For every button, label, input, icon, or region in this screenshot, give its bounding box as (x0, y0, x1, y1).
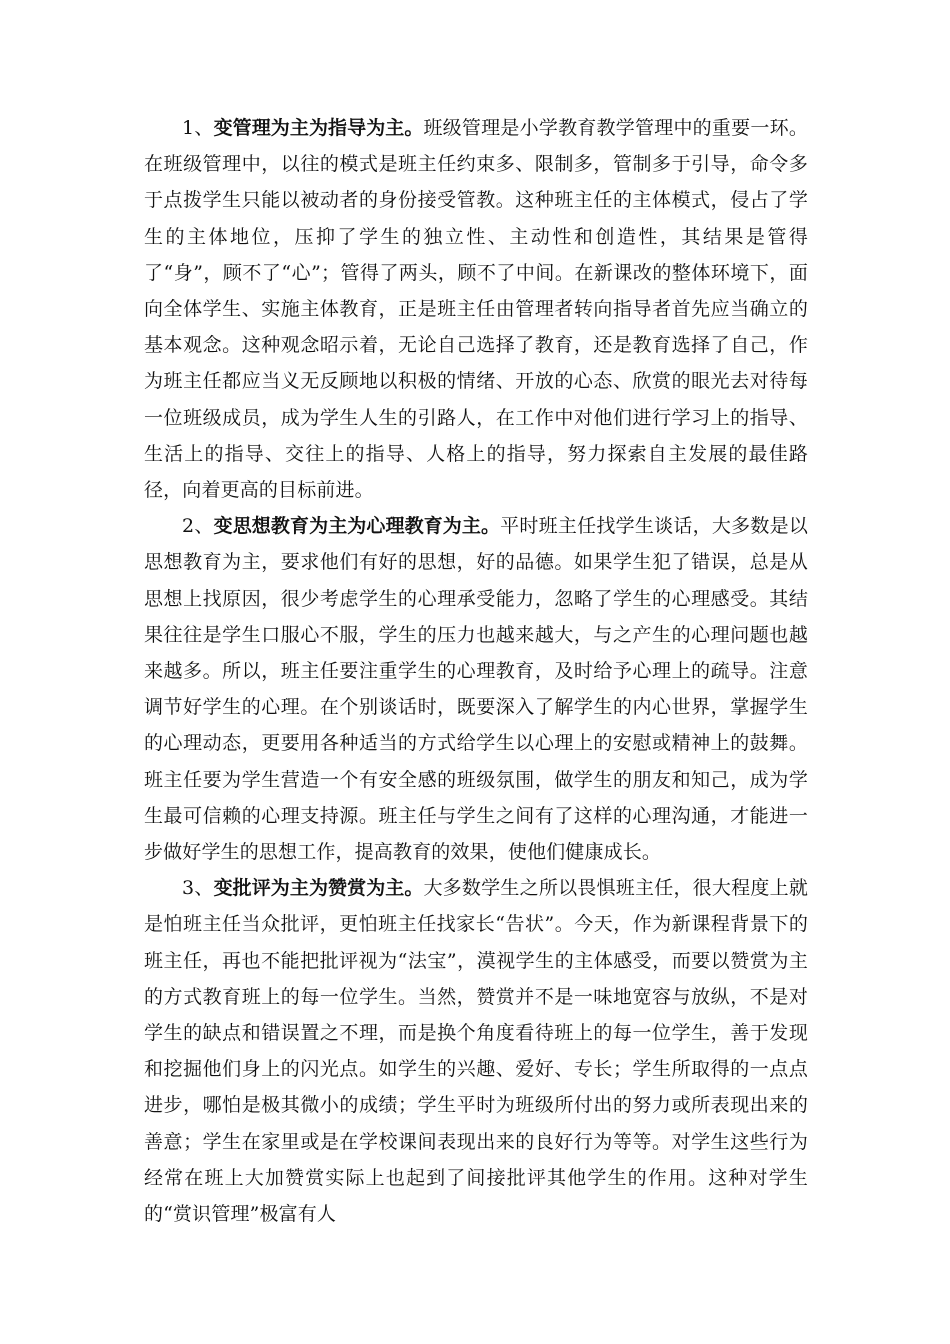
paragraph-2-body: 平时班主任找学生谈话，大多数是以思想教育为主，要求他们有好的思想，好的品德。如果学生犯了错误，总是从思想上找原因，很少考虑学生的心理承受能力，忽略了学生的心理感受。其结果往往是学生口服心不服，学生的压力也越来越大，与之产生的心理问题也越来越多。所以，班主任要注重学生的心理教育，及时给予心理上的疏导。注意调节好学生的心理。在个别谈话时，既要深入了解学生的内心世界，掌握学生的心理动态，更要用各种适当的方式给学生以心理上的安慰或精神上的鼓舞。班主任要为学生营造一个有安全感的班级氛围，做学生的朋友和知己，成为学生最可信赖的心理支持源。班主任与学生之间有了这样的心理沟通，才能进一步做好学生的思想工作，提高教育的效果，使他们健康成长。 (144, 515, 808, 864)
paragraph-2-heading: 变思想教育为主为心理教育为主。 (213, 515, 501, 538)
paragraph-2-number: 2、 (182, 515, 214, 538)
paragraph-3-heading: 变批评为主为赞赏为主。 (213, 877, 424, 900)
paragraph-1 (144, 110, 808, 508)
paragraph-3-body: 大多数学生之所以畏惧班主任，很大程度上就是怕班主任当众批评，更怕班主任找家长“告状”。今天，作为新课程背景下的班主任，再也不能把批评视为“法宝”，漠视学生的主体感受，而要以赞赏为主的方式教育班上的每一位学生。当然，赞赏并不是一味地宽容与放纵，不是对学生的缺点和错误置之不理，而是换个角度看待班上的每一位学生，善于发现和挖掘他们身上的闪光点。如学生的兴趣、爱好、专长；学生所取得的一点点进步，哪怕是极其微小的成绩；学生平时为班级所付出的努力或所表现出来的善意；学生在家里或是在学校课间表现出来的良好行为等等。对学生这些行为经常在班上大加赞赏实际上也起到了间接批评其他学生的作用。这种对学生的“赏识管理”极富有人 (144, 877, 808, 1226)
paragraph-1-heading: 变管理为主为指导为主。 (213, 117, 424, 139)
paragraph-1-body: 班级管理是小学教育教学管理中的重要一环。在班级管理中，以往的模式是班主任约束多、限制多，管制多于引导，命令多于点拨学生只能以被动者的身份接受管教。这种班主任的主体模式，侵占了学生的主体地位，压抑了学生的独立性、主动性和创造性，其结果是管得了“身”，顾不了“心”；管得了两头，顾不了中间。在新课改的整体环境下，面向全体学生、实施主体教育，正是班主任由管理者转向指导者首先应当确立的基本观念。这种观念昭示着，无论自己选择了教育，还是教育选择了自己，作为班主任都应当义无反顾地以积极的情绪、开放的心态、欣赏的眼光去对待每一位班级成员，成为学生人生的引路人，在工作中对他们进行学习上的指导、生活上的指导、交往上的指导、人格上的指导，努力探索自主发展的最佳路径，向着更高的目标前进。 (144, 117, 808, 502)
document-body (144, 110, 808, 1232)
paragraph-2 (144, 508, 808, 870)
paragraph-3 (144, 870, 808, 1232)
paragraph-3-number: 3、 (182, 877, 214, 900)
paragraph-1-number: 1、 (182, 117, 214, 139)
